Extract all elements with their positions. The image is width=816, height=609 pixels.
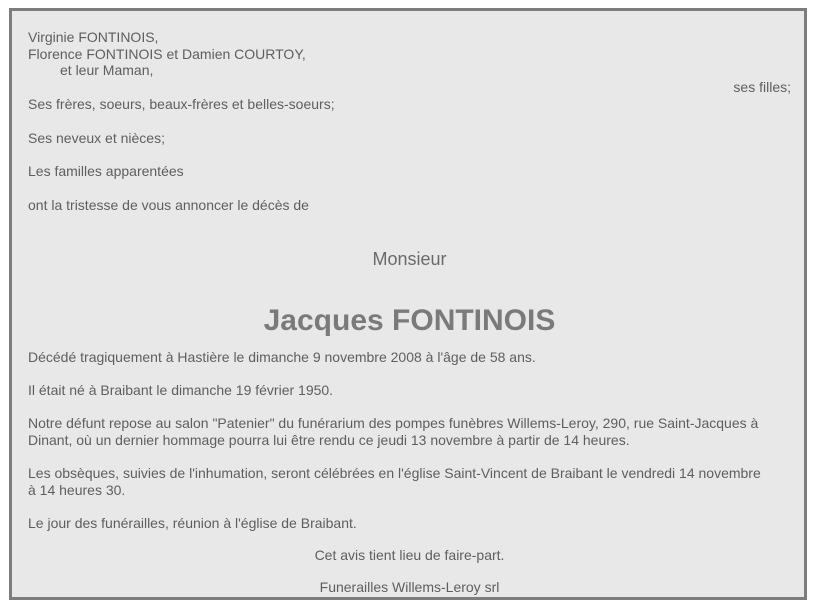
obituary-frame	[9, 8, 807, 600]
family-line-1: Virginie FONTINOIS,	[28, 29, 159, 45]
siblings-line: Ses frères, soeurs, beaux-frères et belles-soeurs;	[28, 96, 335, 112]
death-details: Décédé tragiquement à Hastière le dimanche 9 novembre 2008 à l'âge de 58 ans.	[28, 349, 536, 365]
daughters-line: ses filles;	[733, 78, 791, 95]
meeting-details: Le jour des funérailles, réunion à l'église de Braibant.	[28, 515, 357, 531]
undertaker-line: Funerailles Willems-Leroy srl	[319, 579, 500, 595]
family-line-3: et leur Maman,	[60, 62, 154, 78]
funeral-line-2: à 14 heures 30.	[28, 481, 126, 498]
family-line-2: Florence FONTINOIS et Damien COURTOY,	[28, 45, 306, 62]
funeral-line-1: Les obsèques, suivies de l'inhumation, seront célébrées en l'église Saint-Vincent de Braibant le vendredi 14 novembre	[28, 465, 761, 481]
viewing-line-1: Notre défunt repose au salon "Patenier" du funérarium des pompes funèbres Willems-Leroy, 290, rue Saint-Jacques à	[28, 415, 759, 431]
family-block	[28, 29, 791, 95]
nephews-line: Ses neveux et nièces;	[28, 130, 165, 146]
honorific-title: Monsieur	[372, 249, 447, 269]
notice-line: Cet avis tient lieu de faire-part.	[314, 547, 505, 563]
birth-details: Il était né à Braibant le dimanche 19 février 1950.	[28, 382, 334, 398]
announcement-line: ont la tristesse de vous annoncer le décès de	[28, 197, 309, 213]
viewing-paragraph	[28, 415, 791, 448]
families-line: Les familles apparentées	[28, 163, 184, 179]
deceased-name-title: Jacques FONTINOIS	[263, 304, 556, 337]
viewing-line-2: Dinant, où un dernier hommage pourra lui être rendu ce jeudi 13 novembre à partir de 14 heures.	[28, 431, 630, 448]
funeral-paragraph	[28, 465, 791, 498]
